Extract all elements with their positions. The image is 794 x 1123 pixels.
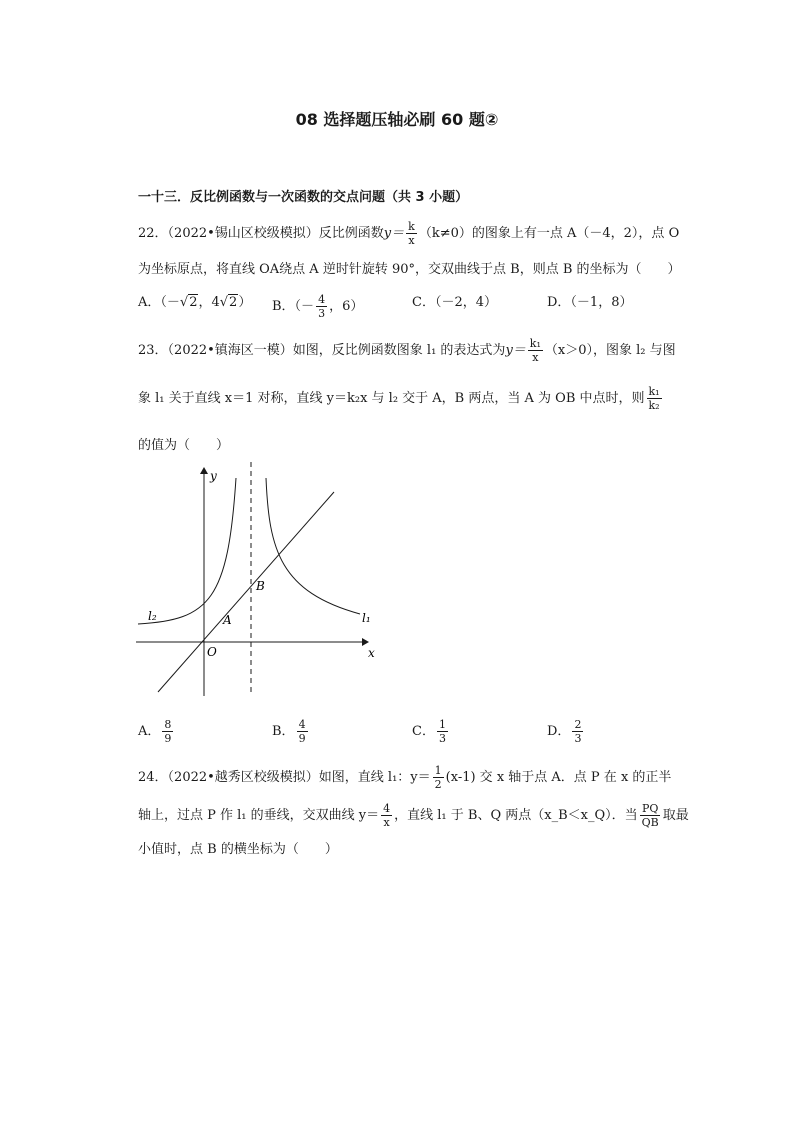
q24-frac1-den: 2: [434, 778, 442, 791]
q24-frac2-num: 4: [383, 802, 391, 815]
q23-formula-lhs: y＝: [505, 343, 526, 358]
label-l2: l₂: [148, 609, 157, 623]
q23-stem-line2: [138, 385, 664, 412]
q22-option-d[interactable]: D．（－1，8）: [547, 295, 633, 310]
q23-ratio: [647, 385, 662, 412]
curve-l2: [138, 478, 236, 624]
q23-fraction: [528, 337, 543, 364]
line-y-k2x: [158, 492, 334, 692]
q24-stem-e: 取最: [662, 808, 689, 823]
label-o: O: [207, 645, 217, 659]
q23-optC-frac: [437, 718, 448, 745]
q22-formula-lhs: y＝: [383, 226, 405, 241]
q22-optA-post: ）: [238, 295, 252, 310]
q24-frac1: [433, 764, 444, 791]
q23-option-b[interactable]: [272, 718, 310, 745]
q24-stem-d: ，直线 l₁ 于 B、Q 两点（x_B＜x_Q）．当: [394, 808, 638, 823]
q24-frac2: [381, 802, 392, 829]
q23-optC-label: C．: [412, 724, 435, 739]
q22-optA-root1: 2: [189, 295, 198, 310]
q24-frac3-den: QB: [641, 816, 659, 829]
q22-optA-pre: A．（－: [138, 295, 180, 310]
q22-optB-num: 4: [318, 293, 326, 306]
q23-optB-label: B．: [272, 724, 295, 739]
q23-optA-num: 8: [164, 718, 172, 731]
q22-stem-line1: [138, 220, 679, 247]
q24-frac3: [640, 802, 661, 829]
q23-optC-den: 3: [438, 732, 446, 745]
q22-optA-root2: 2: [229, 295, 238, 310]
q24-stem-f: 小值时，点 B 的横坐标为（ ）: [138, 842, 338, 857]
label-b: B: [256, 579, 265, 593]
q23-ratio-num: k₁: [648, 385, 660, 398]
q23-stem-line1: [138, 337, 676, 364]
q23-stem-d: 的值为（ ）: [138, 438, 230, 453]
q23-option-c[interactable]: [412, 718, 450, 745]
q23-ratio-den: k₂: [648, 399, 660, 412]
q23-optD-num: 2: [574, 718, 582, 731]
label-l1: l₁: [362, 611, 371, 625]
q23-stem-b: （x＞0），图象 l₂ 与图: [544, 343, 676, 358]
q23-optD-den: 3: [574, 732, 582, 745]
q22-stem-a: 22．（2022•锡山区校级模拟）反比例函数: [138, 226, 384, 241]
q22-stem-c: 为坐标原点，将直线 OA绕点 A 逆时针旋转 90°，交双曲线于点 B，则点 B 的坐标为（ ）: [138, 262, 681, 277]
q24-frac1-num: 1: [434, 764, 442, 777]
q23-frac-num: k₁: [529, 337, 541, 350]
q24-stem-a: 24．（2022•越秀区校级模拟）如图，直线 l₁：y＝: [138, 770, 431, 785]
q22-optB-frac: [316, 293, 327, 320]
label-y: y: [210, 469, 217, 483]
q22-option-c[interactable]: C．（－2，4）: [412, 295, 497, 310]
q23-optC-num: 1: [438, 718, 446, 731]
q23-optD-label: D．: [547, 724, 571, 739]
q24-stem-c: 轴上，过点 P 作 l₁ 的垂线，交双曲线 y＝: [138, 808, 380, 823]
q23-optB-den: 9: [298, 732, 306, 745]
q23-optD-frac: [572, 718, 583, 745]
label-x: x: [368, 646, 375, 660]
q24-frac3-num: PQ: [641, 802, 659, 815]
q23-stem-c: 象 l₁ 关于直线 x＝1 对称，直线 y＝k₂x 与 l₂ 交于 A，B 两点，当 A 为 OB 中点时，则: [138, 391, 645, 406]
q23-optA-den: 9: [164, 732, 172, 745]
label-a: A: [223, 613, 232, 627]
q23-frac-den: x: [532, 351, 539, 364]
curve-l1: [266, 478, 360, 614]
q22-fraction: [406, 220, 417, 247]
q22-optB-pre: B．（－: [272, 299, 315, 314]
q24-frac2-den: x: [383, 816, 390, 829]
q22-stem-b: （k≠0）的图象上有一点 A（－4，2），点 O: [418, 226, 680, 241]
q23-option-a[interactable]: [138, 718, 175, 745]
q22-frac-den: x: [408, 234, 415, 247]
q24-stem-line2: [138, 802, 689, 829]
page-title: 08 选择题压轴必刷 60 题②: [295, 110, 499, 129]
q22-frac-num: k: [408, 220, 415, 233]
q23-stem-a: 23．（2022•镇海区一模）如图，反比例函数图象 l₁ 的表达式为: [138, 343, 506, 358]
q24-stem-line1: [138, 764, 671, 791]
q22-optA-mid: ，4: [198, 295, 220, 310]
q23-optA-frac: [162, 718, 173, 745]
q22-optB-den: 3: [318, 307, 326, 320]
q22-option-b[interactable]: [272, 293, 363, 320]
q22-option-a[interactable]: A．（－√2，4√2）: [138, 295, 252, 310]
q23-optB-num: 4: [298, 718, 306, 731]
q23-option-d[interactable]: [547, 718, 585, 745]
q22-optB-post: ，6）: [329, 299, 364, 314]
q24-stem-b: (x-1) 交 x 轴于点 A．点 P 在 x 的正半: [445, 770, 672, 785]
section-heading: 一十三．反比例函数与一次函数的交点问题（共 3 小题）: [138, 190, 469, 205]
q23-figure: [130, 460, 380, 700]
q23-optB-frac: [297, 718, 308, 745]
q23-optA-label: A．: [138, 724, 161, 739]
